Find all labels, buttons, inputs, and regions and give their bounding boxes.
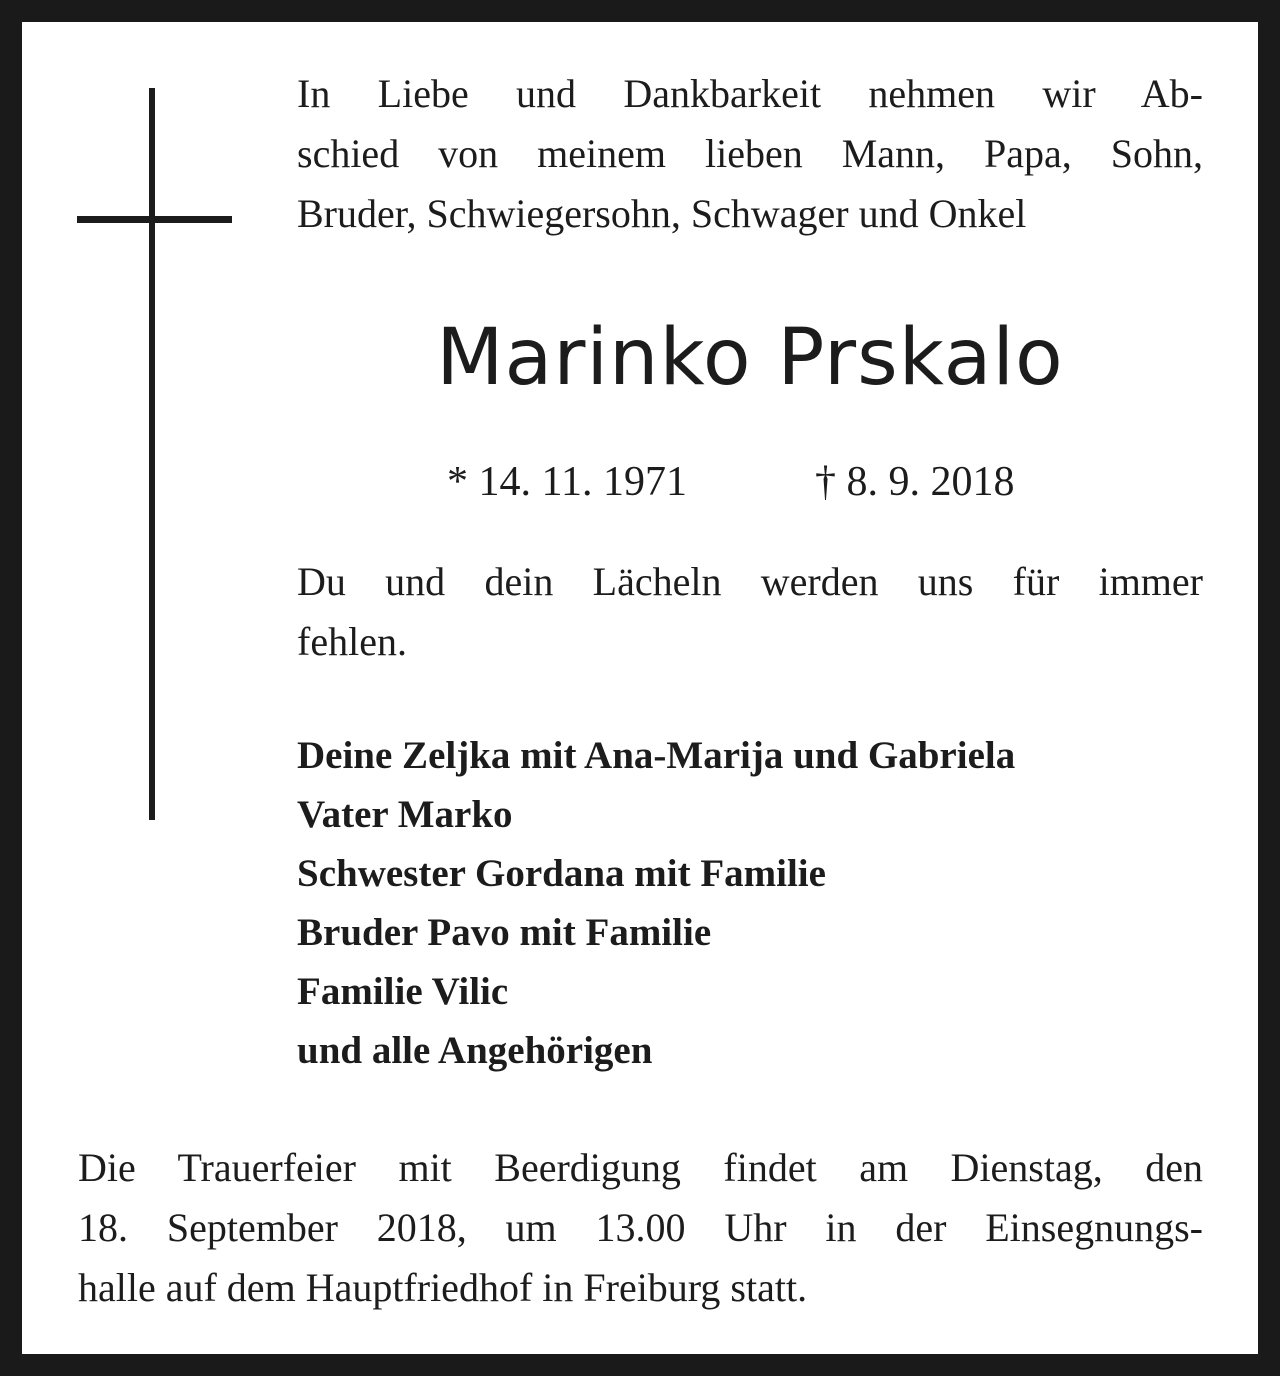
intro-line-3: Bruder, Schwiegersohn, Schwager und Onkel (297, 191, 1027, 236)
ceremony-line-3: halle auf dem Hauptfriedhof in Freiburg statt. (78, 1265, 808, 1310)
ceremony-line-1: Die Trauerfeier mit Beerdigung findet am Dienstag, den (78, 1145, 1203, 1190)
death-date: † 8. 9. 2018 (815, 459, 1015, 505)
deceased-name: Marinko Prskalo (436, 313, 1064, 403)
mourner-line: Bruder Pavo mit Familie (297, 911, 712, 954)
mourner-line: Familie Vilic (297, 970, 509, 1013)
quote-line-1: Du und dein Lächeln werden uns für immer (297, 559, 1203, 604)
birth-date: * 14. 11. 1971 (447, 459, 687, 505)
cross-icon-bar (77, 216, 232, 223)
intro-line-2: schied von meinem lieben Mann, Papa, Sohn, (297, 131, 1203, 176)
cross-icon (149, 88, 155, 820)
quote-line-2: fehlen. (297, 619, 407, 664)
intro-line-1: In Liebe und Dankbarkeit nehmen wir Ab- (297, 71, 1203, 116)
mourner-line: Schwester Gordana mit Familie (297, 852, 826, 895)
mourner-line: und alle Angehörigen (297, 1029, 653, 1072)
ceremony-line-2: 18. September 2018, um 13.00 Uhr in der Einsegnungs- (78, 1205, 1203, 1250)
obituary-notice (22, 22, 1258, 1354)
mourner-line: Vater Marko (297, 793, 513, 836)
mourner-line: Deine Zeljka mit Ana-Marija und Gabriela (297, 734, 1016, 777)
